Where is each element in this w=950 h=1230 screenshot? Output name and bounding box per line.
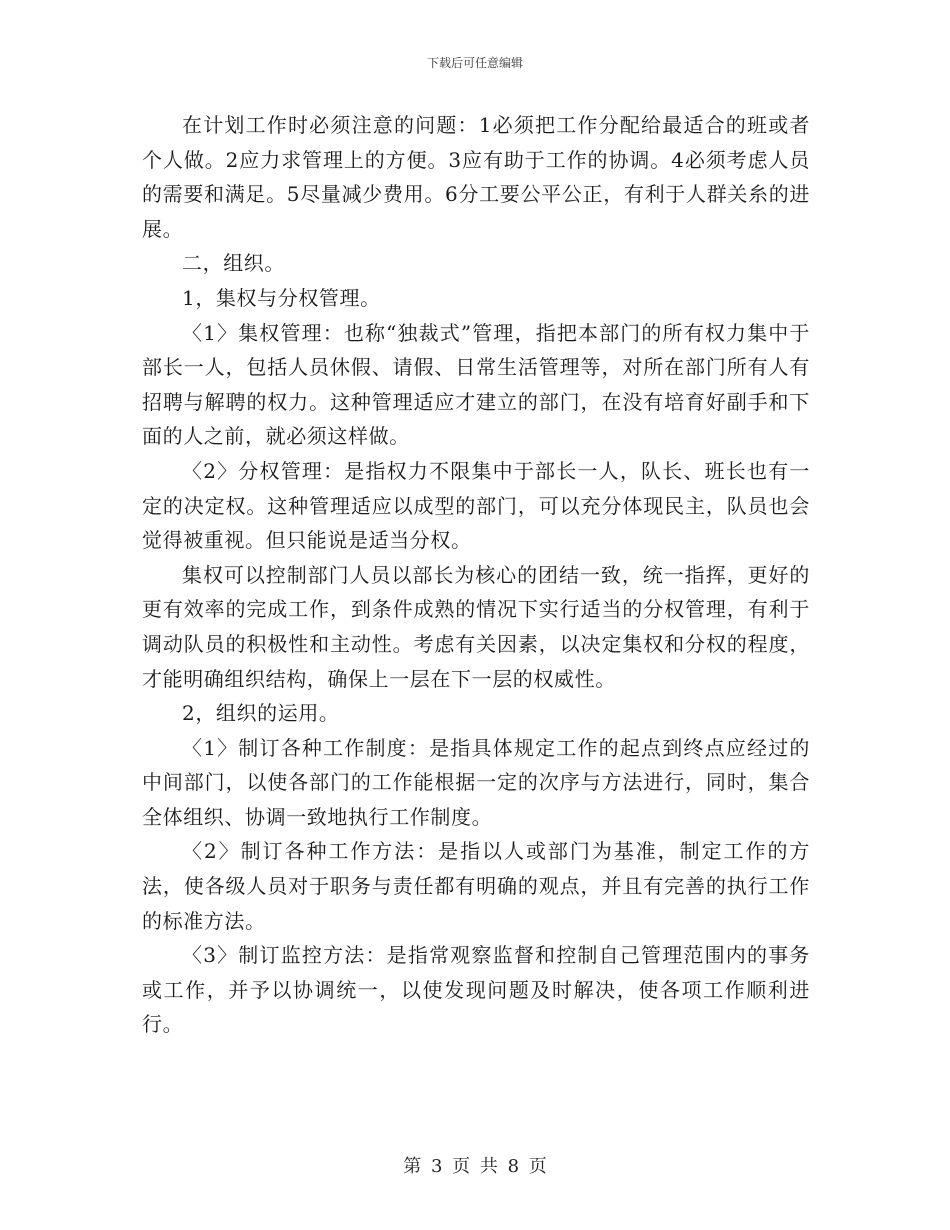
paragraph-work-methods: 〈2〉制订各种工作方法：是指以人或部门为基准，制定工作的方法，使各级人员对于职务与责任都有明确的观点，并且有完善的执行工作的标准方法。 xyxy=(142,839,810,933)
heading-organization: 二，组织。 xyxy=(182,251,285,276)
paragraph-work-systems: 〈1〉制订各种工作制度：是指具体规定工作的起点到终点应经过的中间部门，以使各部门的工作能根据一定的次序与方法进行，同时，集合全体组织、协调一致地执行工作制度。 xyxy=(142,735,810,829)
subheading-organization-use: 2，组织的运用。 xyxy=(182,701,340,726)
paragraph-centralization-summary: 集权可以控制部门人员以部长为核心的团结一致，统一指挥，更好的更有效率的完成工作，到条件成熟的情况下实行适当的分权管理，有利于调动队员的积极性和主动性。考虑有关因素，以决定集权和分权的程度，才能明确组织结构，确保上一层在下一层的权威性。 xyxy=(142,562,810,691)
paragraph-centralized-management: 〈1〉集权管理：也称“独裁式”管理，指把本部门的所有权力集中于部长一人，包括人员休假、请假、日常生活管理等，对所在部门所有人有招聘与解聘的权力。这种管理适应才建立的部门，在没有培育好副手和下面的人之前，就必须这样做。 xyxy=(142,320,810,449)
paragraph-decentralized-management: 〈2〉分权管理：是指权力不限集中于部长一人，队长、班长也有一定的决定权。这种管理适应以成型的部门，可以充分体现民主，队员也会觉得被重视。但只能说是适当分权。 xyxy=(142,458,810,553)
paragraph-monitoring-methods: 〈3〉制订监控方法：是指常观察监督和控制自己管理范围内的事务或工作，并予以协调统一，以使发现问题及时解决，使各项工作顺利进行。 xyxy=(142,943,810,1037)
page-footer: 第 3 页 共 8 页 xyxy=(403,1156,547,1177)
subheading-centralization: 1，集权与分权管理。 xyxy=(182,285,381,310)
page-header: 下载后可任意编辑 xyxy=(426,56,523,70)
paragraph-planning-issues: 在计划工作时必须注意的问题：1必须把工作分配给最适合的班或者个人做。2应力求管理上的方便。3应有助于工作的协调。4必须考虑人员的需要和满足。5尽量减少费用。6分工要公平公正，有利于人群关糸的进展。 xyxy=(142,113,810,241)
document-body xyxy=(142,108,810,1042)
